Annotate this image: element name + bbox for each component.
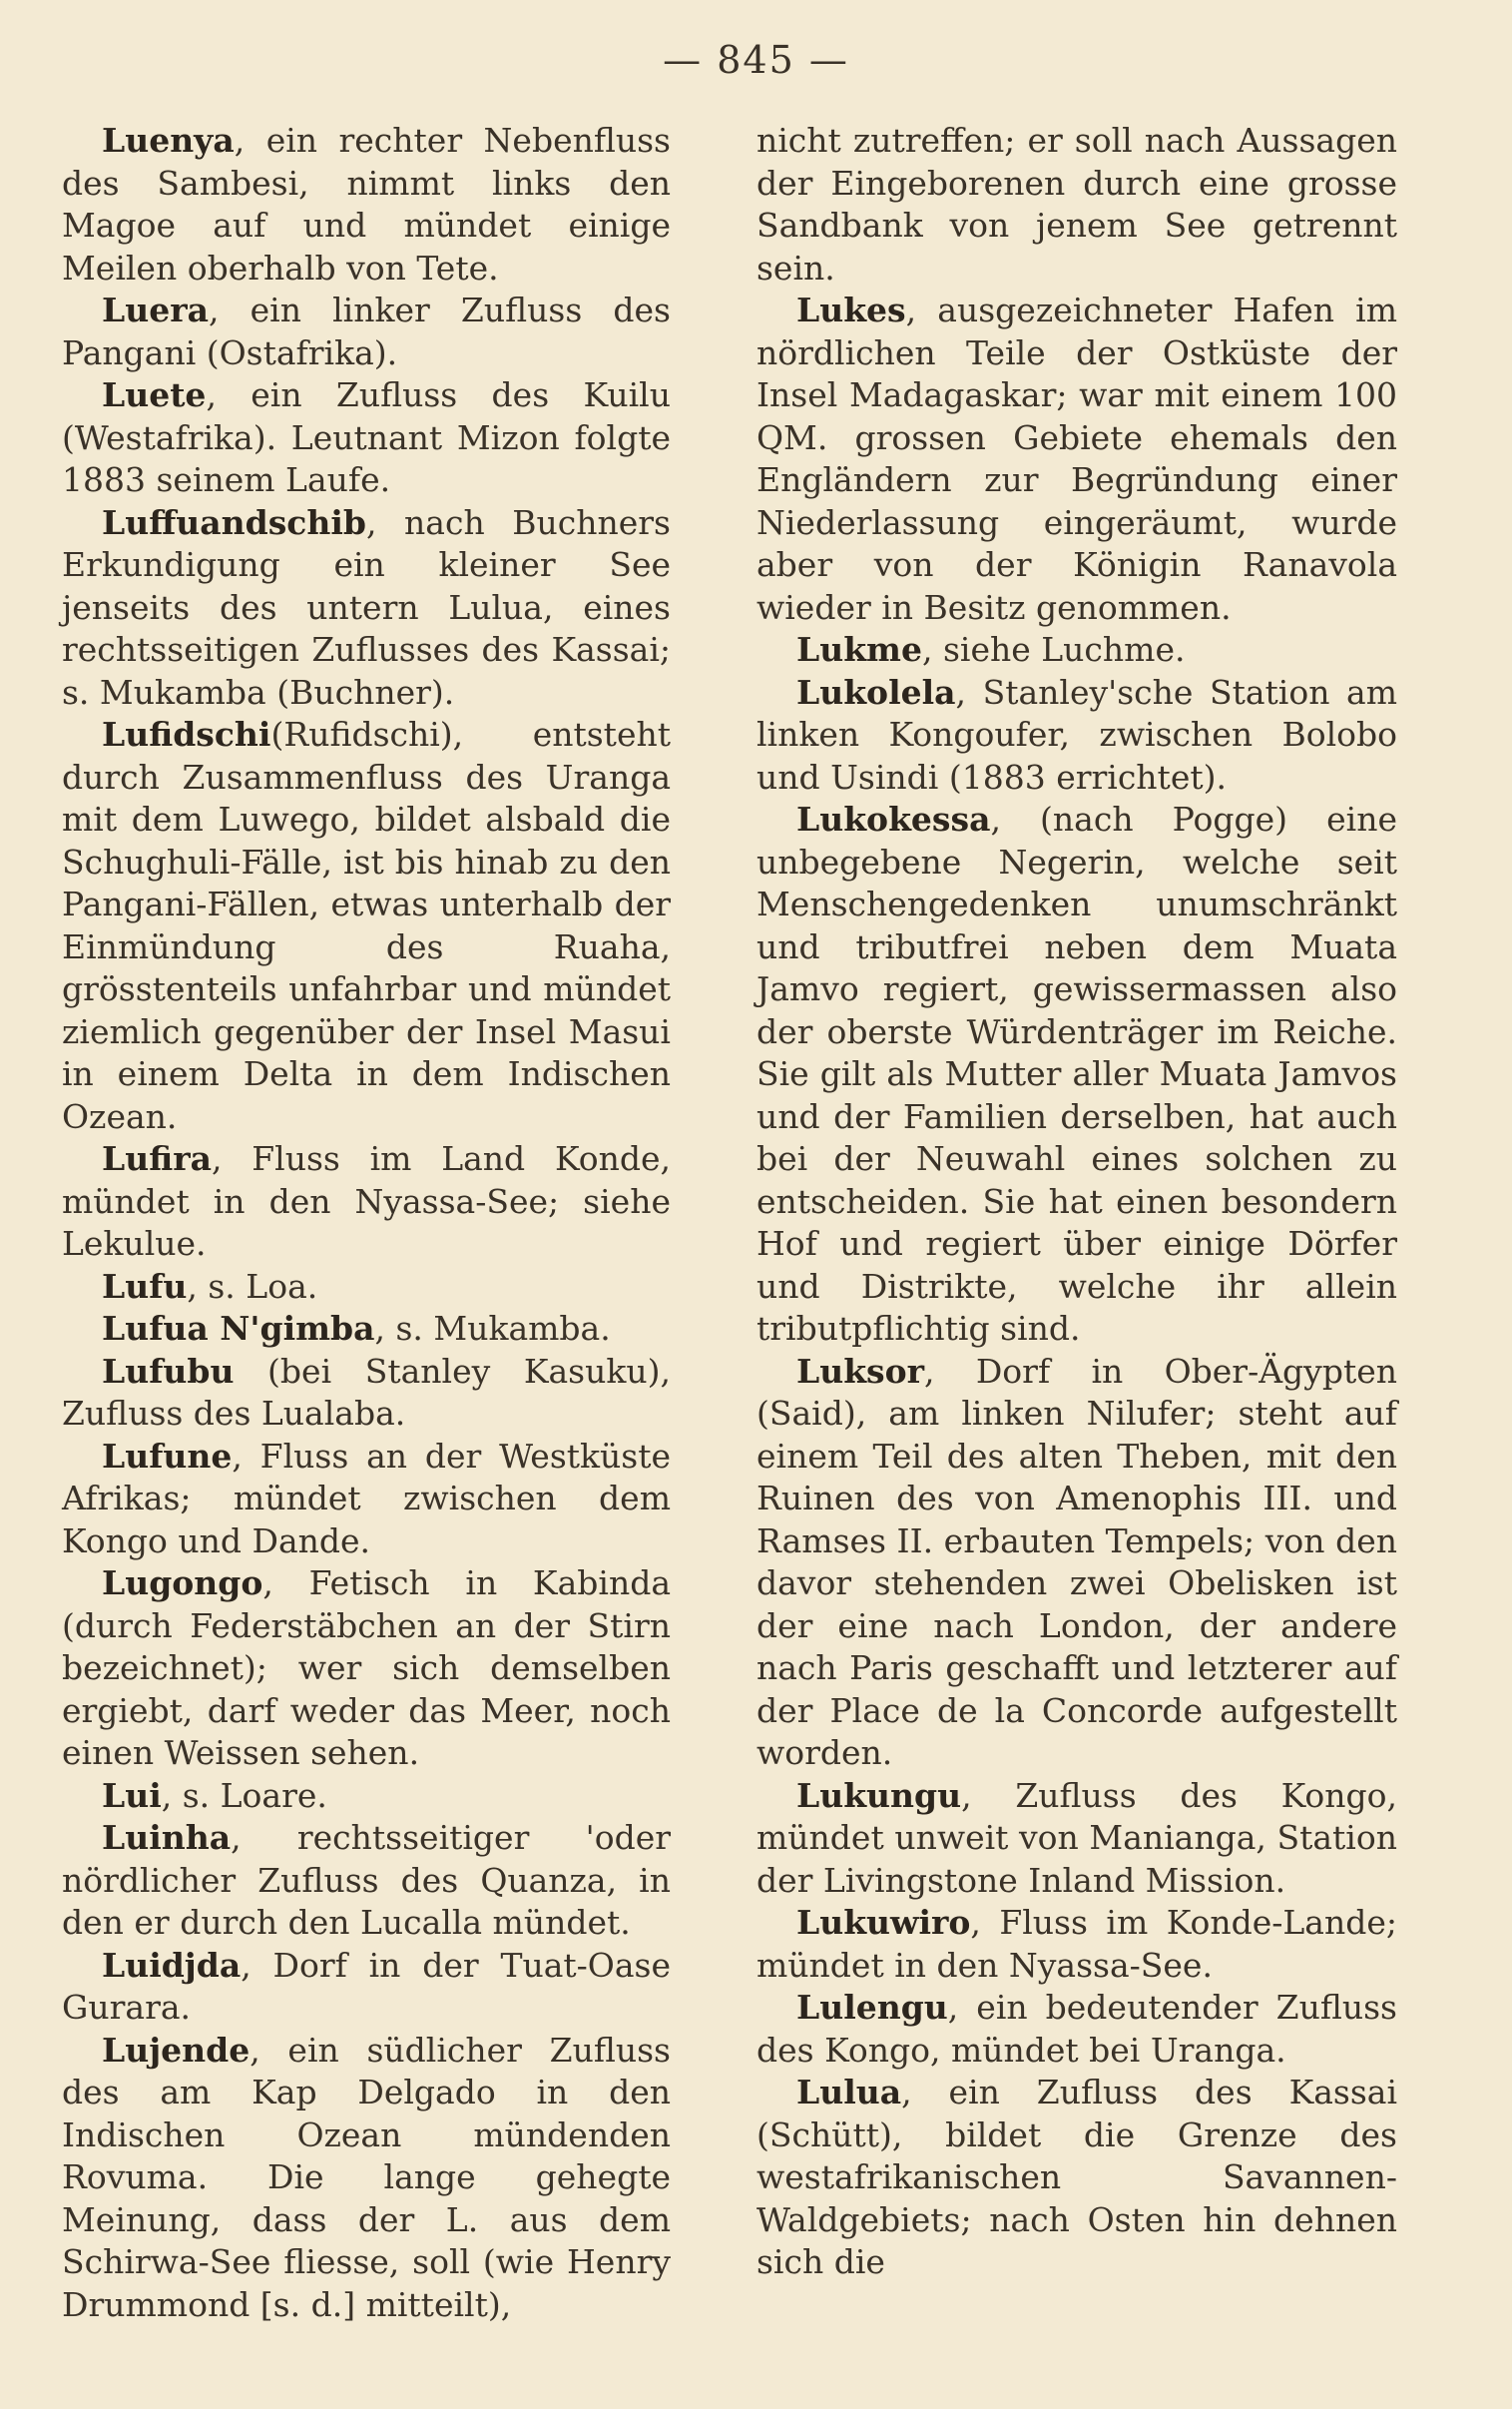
entry-headword: Lufua N'gimba xyxy=(102,1309,375,1348)
entry-text: (Rufidschi), entsteht durch Zusammenfluss des Uranga mit dem Luwego, bildet alsbald die Schughuli-Fälle, ist bis hinab zu den Pangani-Fällen, etwas unterhalb der Einmündung des Ruaha, grösstenteils unfahrbar und mündet ziemlich gegenüber der Insel Masui in einem Delta in dem Indischen Ozean. xyxy=(62,715,671,1136)
entry xyxy=(62,2030,671,2327)
entry-headword: Luffuandschib xyxy=(102,502,366,542)
entry-text: , (nach Pogge) eine unbegebene Negerin, welche seit Menschengedenken unumschränkt und tributfrei neben dem Muata Jamvo regiert, gewissermassen also der oberste Würdenträger im Reiche. Sie gilt als Mutter aller Muata Jamvos und der Familien derselben, hat auch bei der Neuwahl eines solchen zu entscheiden. Sie hat einen besondern Hof und regiert über einige Dörfer und Distrikte, welche ihr allein tributpflichtig sind. xyxy=(756,800,1397,1348)
entry-headword: Lukungu xyxy=(796,1775,962,1815)
entry-text: , ein bedeutender Zufluss des Kongo, mündet bei Uranga. xyxy=(756,1988,1397,2070)
entry xyxy=(756,290,1397,629)
entry xyxy=(62,120,671,290)
entry-headword: Luksor xyxy=(796,1351,925,1391)
entry-continuation: nicht zutreffen; er soll nach Aussagen der Eingeborenen durch eine grosse Sandbank von jenem See getrennt sein. xyxy=(756,121,1397,288)
left-column xyxy=(62,120,671,2326)
page-number: — 845 — xyxy=(663,38,849,82)
entry xyxy=(756,1775,1397,1903)
entry-headword: Luidjda xyxy=(102,1945,242,1985)
entry-headword: Lufidschi xyxy=(102,715,271,754)
entry-headword: Luete xyxy=(102,375,207,414)
entry xyxy=(756,2072,1397,2284)
entry-text: (bei Stanley Kasuku), Zufluss des Lualaba. xyxy=(62,1351,671,1433)
entry-text: , Fluss im Land Konde, mündet in den Nyassa-See; siehe Lekulue. xyxy=(62,1139,671,1263)
entry xyxy=(62,1351,671,1436)
entry-text: , Fluss an der Westküste Afrikas; mündet zwischen dem Kongo und Dande. xyxy=(62,1436,671,1560)
entry-text: , s. Mukamba. xyxy=(374,1309,611,1348)
entry-headword: Luenya xyxy=(102,121,235,160)
right-column xyxy=(756,120,1397,2284)
entry xyxy=(62,1138,671,1266)
entry-text: , Zufluss des Kongo, mündet unweit von Manianga, Station der Livingstone Inland Mission. xyxy=(756,1775,1397,1900)
entry xyxy=(756,629,1397,672)
entry-headword: Luera xyxy=(102,291,209,329)
entry-text: , Fluss im Konde-Lande; mündet in den Nyassa-See. xyxy=(756,1903,1397,1985)
entry-headword: Lujende xyxy=(102,2030,251,2070)
entry xyxy=(756,1987,1397,2072)
entry xyxy=(62,290,671,374)
entry-text: , Stanley'sche Station am linken Kongoufer, zwischen Bolobo und Usindi (1883 errichtet). xyxy=(756,672,1397,797)
entry xyxy=(62,1266,671,1309)
entry xyxy=(62,1436,671,1563)
entry-text: , ein linker Zufluss des Pangani (Ostafrika). xyxy=(62,291,671,372)
entry-headword: Lufu xyxy=(102,1266,188,1306)
entry xyxy=(756,799,1397,1351)
entry-headword: Lukuwiro xyxy=(796,1903,971,1942)
entry xyxy=(62,1775,671,1818)
entry-text: , ein südlicher Zufluss des am Kap Delgado in den Indischen Ozean mündenden Rovuma. Die lange gehegte Meinung, dass der L. aus dem Schirwa-See fliesse, soll (wie Henry Drummond [s. d.] mitteilt), xyxy=(62,2030,671,2324)
entry-text: , Fetisch in Kabinda (durch Federstäbchen an der Stirn bezeichnet); wer sich demselben ergiebt, darf weder das Meer, noch einen Weissen sehen. xyxy=(62,1563,671,1772)
entry-text: , ausgezeichneter Hafen im nördlichen Teile der Ostküste der Insel Madagaskar; war mit einem 100 QM. grossen Gebiete ehemals den Engländern zur Begründung einer Niederlassung eingeräumt, wurde aber von der Königin Ranavola wieder in Besitz genommen. xyxy=(756,291,1397,627)
entry-text: , Dorf in der Tuat-Oase Gurara. xyxy=(62,1945,671,2027)
entry-text: , siehe Luchme. xyxy=(921,630,1186,669)
entry-text: , Dorf in Ober-Ägypten (Said), am linken Nilufer; steht auf einem Teil des alten Theben, mit den Ruinen des von Amenophis III. und Ramses II. erbauten Tempels; von den davor stehenden zwei Obelisken ist der eine nach London, der andere nach Paris geschafft und letzterer auf der Place de la Concorde aufgestellt worden. xyxy=(756,1351,1397,1772)
entry xyxy=(62,714,671,1138)
entry xyxy=(62,1945,671,2030)
entry-text: , ein Zufluss des Kassai (Schütt), bildet die Grenze des westafrikanischen Savannen-Waldgebiets; nach Osten hin dehnen sich die xyxy=(756,2073,1397,2281)
entry-headword: Lugongo xyxy=(102,1563,263,1602)
entry-text: , ein rechter Nebenfluss des Sambesi, nimmt links den Magoe auf und mündet einige Meilen oberhalb von Tete. xyxy=(62,121,671,288)
entry-headword: Luinha xyxy=(102,1818,232,1857)
entry-headword: Lukokessa xyxy=(796,800,991,839)
entry xyxy=(756,1902,1397,1987)
entry-text: , ein Zufluss des Kuilu (Westafrika). Leutnant Mizon folgte 1883 seinem Laufe. xyxy=(62,375,671,499)
entry xyxy=(62,1817,671,1945)
entry xyxy=(62,1562,671,1775)
entry xyxy=(62,374,671,502)
entry-text: , s. Loare. xyxy=(161,1775,327,1815)
entry xyxy=(62,1308,671,1351)
entry-headword: Lukme xyxy=(796,630,922,669)
entry-headword: Lufira xyxy=(102,1139,212,1178)
entry-text: , nach Buchners Erkundigung ein kleiner See jenseits des untern Lulua, eines rechtsseitigen Zuflusses des Kassai; s. Mukamba (Buchner). xyxy=(62,502,671,712)
entry-headword: Lufune xyxy=(102,1436,233,1476)
entry-text: , rechtsseitiger 'oder nördlicher Zufluss des Quanza, in den er durch den Lucalla mündet. xyxy=(62,1818,671,1942)
entry xyxy=(756,672,1397,800)
entry xyxy=(62,502,671,715)
entry-headword: Lufubu xyxy=(102,1351,235,1391)
entry-text: , s. Loa. xyxy=(187,1266,318,1306)
entry-headword: Lulua xyxy=(796,2073,902,2111)
entry-headword: Lulengu xyxy=(796,1988,948,2027)
entry-headword: Lukes xyxy=(796,291,906,329)
entry-headword: Lui xyxy=(102,1775,162,1815)
entry-headword: Lukolela xyxy=(796,672,956,712)
entry xyxy=(756,1351,1397,1775)
